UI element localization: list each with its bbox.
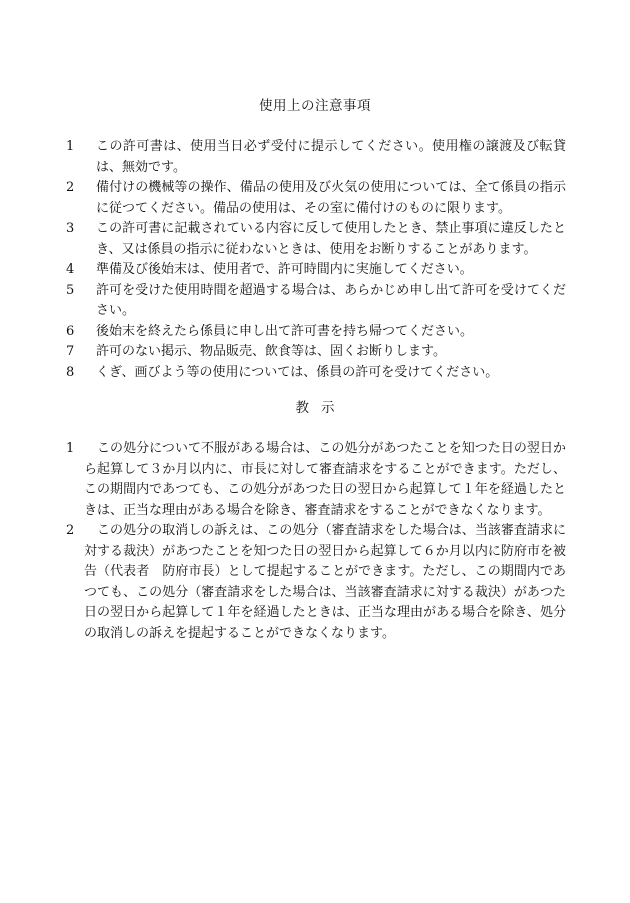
note-number: 2 <box>66 180 75 195</box>
kyoji-number: 2 <box>66 523 75 538</box>
notes-heading: 使用上の注意事項 <box>259 98 371 114</box>
note-number: 3 <box>66 221 75 236</box>
note-item <box>66 322 566 343</box>
kyoji-list <box>66 439 566 644</box>
note-number: 1 <box>66 139 75 154</box>
kyoji-text: この処分の取消しの訴えは、この処分（審査請求をした場合は、当該審査請求に対する裁決）があつたことを知つた日の翌日から起算して６か月以内に防府市を被告（代表者 防府市長）として提起することができます。ただし、この期間内であつても、この処分（審査請求をした場合は、当該審査請求に対する裁決）があつた日の翌日から起算して１年を経過したときは、正当な理由がある場合を除き、処分の取消しの訴えを提起することができなくなります。 <box>84 523 566 641</box>
kyoji-item <box>66 521 566 644</box>
note-text: くぎ、画びよう等の使用については、係員の許可を受けてください。 <box>96 364 499 380</box>
note-text: 許可を受けた使用時間を超過する場合は、あらかじめ申し出て許可を受けてください。 <box>96 282 566 318</box>
note-item <box>66 260 566 281</box>
note-item <box>66 363 566 384</box>
notes-list <box>66 137 566 383</box>
note-text: 備付けの機械等の操作、備品の使用及び火気の使用については、全て係員の指示に従つてください。備品の使用は、その室に備付けのものに限ります。 <box>96 180 566 216</box>
kyoji-number: 1 <box>66 441 75 456</box>
kyoji-heading: 教示 <box>295 400 347 416</box>
note-number: 8 <box>66 364 75 380</box>
note-item <box>66 137 566 178</box>
note-text: この許可書に記載されている内容に反して使用したとき、禁止事項に違反したとき、又は係員の指示に従わないときは、使用をお断りすることがあります。 <box>96 221 566 257</box>
note-number: 4 <box>66 262 75 277</box>
note-text: 準備及び後始末は、使用者で、許可時間内に実施してください。 <box>96 262 473 277</box>
note-text: 後始末を終えたら係員に申し出て許可書を持ち帰つてください。 <box>96 323 474 339</box>
note-item <box>66 281 566 322</box>
note-number: 5 <box>66 282 75 298</box>
note-item <box>66 342 566 363</box>
kyoji-item <box>66 439 566 521</box>
note-text: この許可書は、使用当日必ず受付に提示してください。使用権の譲渡及び転貸は、無効です。 <box>96 139 566 175</box>
kyoji-text: この処分について不服がある場合は、この処分があつたことを知つた日の翌日から起算して３か月以内に、市長に対して審査請求をすることができます。ただし、この期間内であつても、この処分があつた日の翌日から起算して１年を経過したときは、正当な理由がある場合を除き、審査請求をすることができなくなります。 <box>84 441 566 518</box>
note-number: 7 <box>66 344 75 359</box>
note-text: 許可のない掲示、物品販売、飲食等は、固くお断りします。 <box>96 344 446 359</box>
note-number: 6 <box>66 323 75 339</box>
note-item <box>66 178 566 219</box>
note-item <box>66 219 566 260</box>
